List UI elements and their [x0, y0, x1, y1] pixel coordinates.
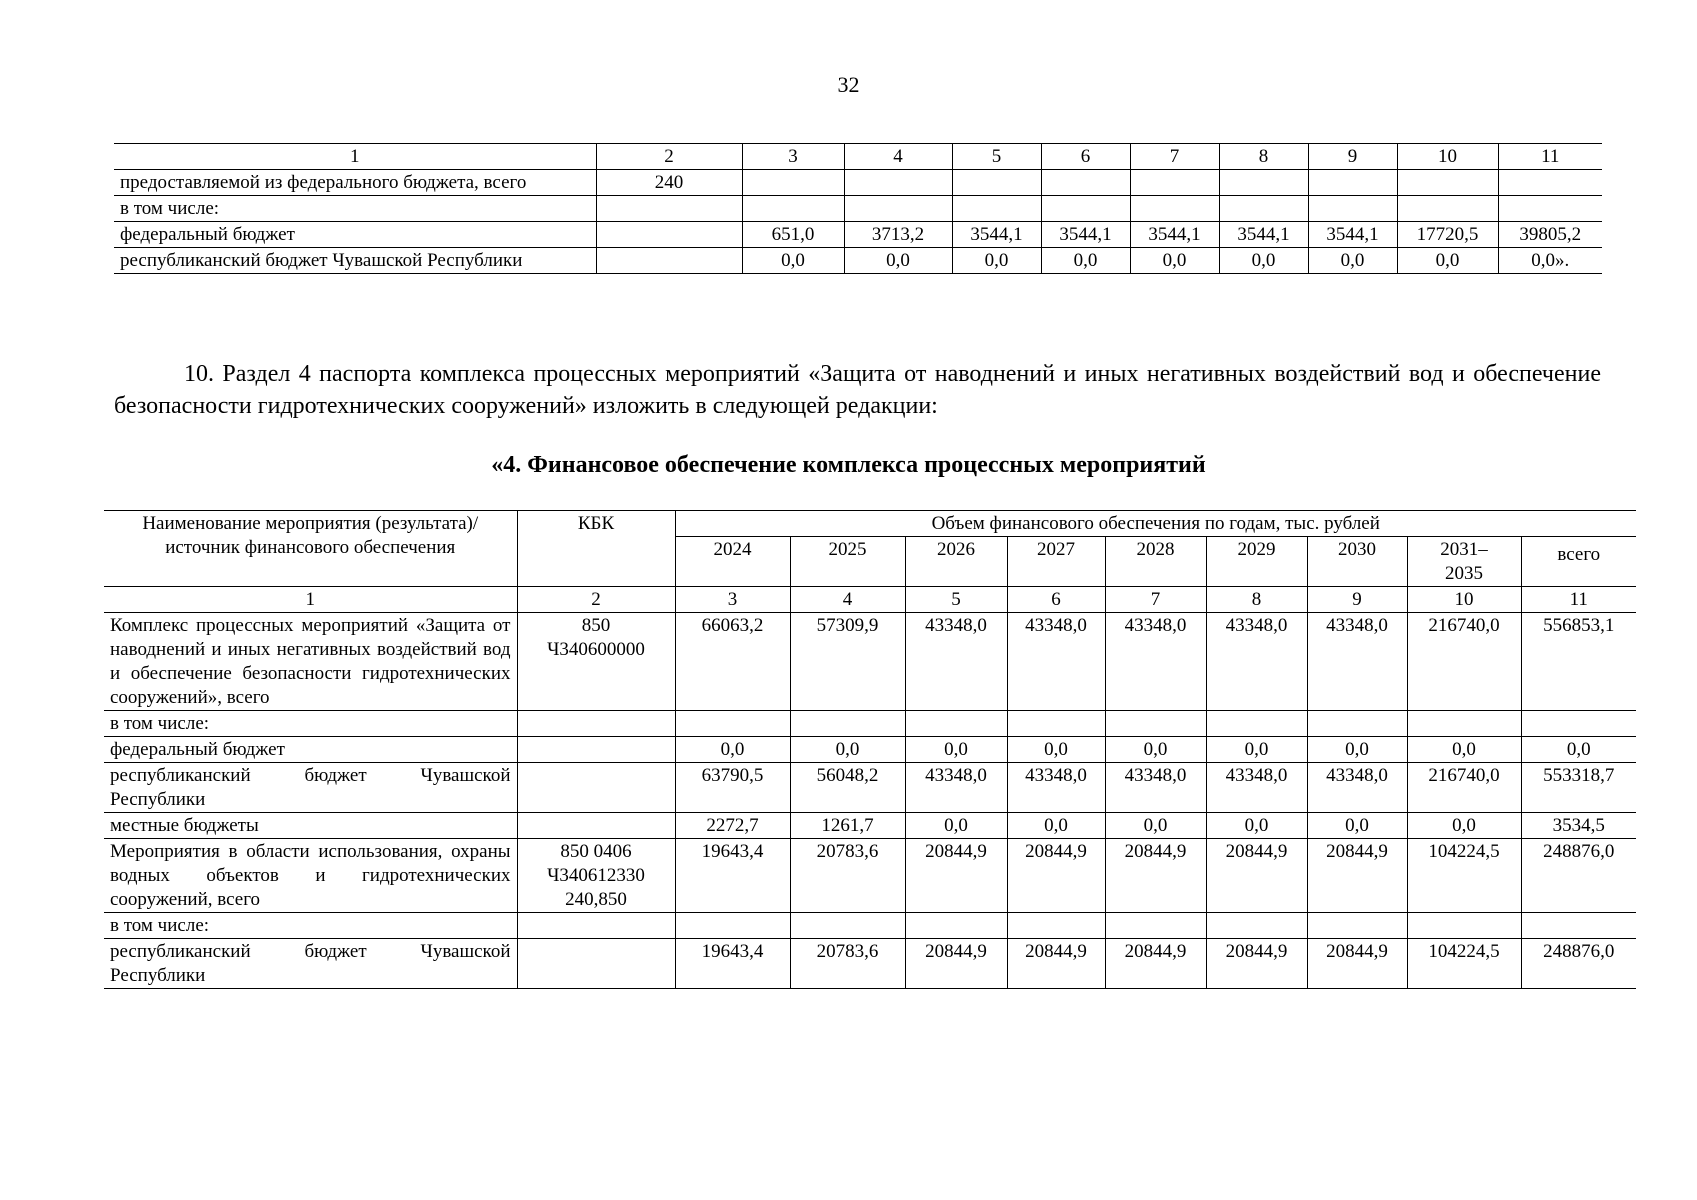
cell-value [742, 170, 844, 196]
cell-value [1498, 196, 1602, 222]
cell-value: 651,0 [742, 222, 844, 248]
row-name: республиканский бюджет Чувашской Республики [114, 248, 596, 274]
cell-value [1397, 170, 1498, 196]
cell-value: 0,0 [1407, 813, 1521, 839]
cell-value: 20844,9 [905, 839, 1007, 913]
cell-value [905, 913, 1007, 939]
section-heading: «4. Финансовое обеспечение комплекса процессных мероприятий [491, 452, 1206, 478]
header-year: 2026 [905, 537, 1007, 587]
col-number: 4 [844, 144, 952, 170]
cell-value: 43348,0 [1307, 763, 1407, 813]
cell-value: 0,0 [1407, 737, 1521, 763]
cell-value: 43348,0 [1105, 763, 1206, 813]
cell-value [1130, 170, 1219, 196]
table-row [104, 737, 1636, 763]
cell-value: 3544,1 [1130, 222, 1219, 248]
cell-value: 63790,5 [675, 763, 790, 813]
table-row [104, 913, 1636, 939]
header-volume: Объем финансового обеспечения по годам, тыс. рублей [675, 511, 1636, 537]
row-kbk: 850 0406 Ч340612330 240,850 [517, 839, 675, 913]
cell-value: 3544,1 [1041, 222, 1130, 248]
cell-value: 3544,1 [952, 222, 1041, 248]
col-number: 5 [952, 144, 1041, 170]
row-name: в том числе: [104, 913, 517, 939]
cell-value: 43348,0 [1007, 763, 1105, 813]
header-row [104, 511, 1636, 537]
cell-value: 0,0 [1397, 248, 1498, 274]
col-number: 5 [905, 587, 1007, 613]
cell-value: 216740,0 [1407, 763, 1521, 813]
row-name: в том числе: [104, 711, 517, 737]
row-kbk [517, 939, 675, 989]
cell-value: 43348,0 [905, 613, 1007, 711]
cell-value [1498, 170, 1602, 196]
cell-value [1041, 196, 1130, 222]
col-number: 10 [1407, 587, 1521, 613]
cell-value: 104224,5 [1407, 839, 1521, 913]
col-number: 3 [675, 587, 790, 613]
cell-value [1007, 913, 1105, 939]
cell-value: 0,0 [905, 813, 1007, 839]
col-number: 6 [1041, 144, 1130, 170]
col-number: 7 [1130, 144, 1219, 170]
cell-value [1007, 711, 1105, 737]
header-year: 2027 [1007, 537, 1105, 587]
header-year: 2028 [1105, 537, 1206, 587]
cell-value: 57309,9 [790, 613, 905, 711]
cell-value [1307, 913, 1407, 939]
cell-value: 0,0 [1206, 813, 1307, 839]
cell-value: 43348,0 [905, 763, 1007, 813]
page-number: 32 [837, 72, 860, 97]
col-number: 8 [1219, 144, 1308, 170]
row-name: местные бюджеты [104, 813, 517, 839]
row-kbk [596, 196, 742, 222]
col-number: 9 [1307, 587, 1407, 613]
cell-value [1041, 170, 1130, 196]
row-kbk [517, 763, 675, 813]
cell-value: 0,0 [1105, 813, 1206, 839]
cell-value: 556853,1 [1521, 613, 1636, 711]
cell-value: 3544,1 [1308, 222, 1397, 248]
cell-value: 248876,0 [1521, 939, 1636, 989]
cell-value: 104224,5 [1407, 939, 1521, 989]
col-number: 1 [104, 587, 517, 613]
cell-value [1308, 196, 1397, 222]
cell-value: 20844,9 [1105, 939, 1206, 989]
cell-value [675, 913, 790, 939]
cell-value: 0,0 [790, 737, 905, 763]
cell-value: 3544,1 [1219, 222, 1308, 248]
header-kbk: КБК [517, 511, 675, 587]
row-kbk: 850 Ч340600000 [517, 613, 675, 711]
header-name: Наименование мероприятия (результата)/источник финансового обеспечения [104, 511, 517, 587]
cell-value [1206, 913, 1307, 939]
header-year: 2024 [675, 537, 790, 587]
header-year: 2031–2035 [1407, 537, 1521, 587]
cell-value: 17720,5 [1397, 222, 1498, 248]
cell-value: 1261,7 [790, 813, 905, 839]
cell-value: 248876,0 [1521, 839, 1636, 913]
col-number: 1 [114, 144, 596, 170]
cell-value: 20844,9 [1206, 839, 1307, 913]
cell-value: 66063,2 [675, 613, 790, 711]
table-row [114, 222, 1602, 248]
row-name: Мероприятия в области использования, охраны водных объектов и гидротехнических сооружений, всего [104, 839, 517, 913]
row-name: в том числе: [114, 196, 596, 222]
cell-value: 56048,2 [790, 763, 905, 813]
col-number: 8 [1206, 587, 1307, 613]
col-number: 10 [1397, 144, 1498, 170]
cell-value: 43348,0 [1206, 763, 1307, 813]
row-kbk [596, 248, 742, 274]
cell-value: 43348,0 [1307, 613, 1407, 711]
cell-value: 0,0 [1206, 737, 1307, 763]
col-number: 11 [1498, 144, 1602, 170]
col-number: 2 [517, 587, 675, 613]
cell-value: 0,0 [1307, 813, 1407, 839]
cell-value: 0,0 [952, 248, 1041, 274]
cell-value: 19643,4 [675, 839, 790, 913]
cell-value [790, 913, 905, 939]
row-name: федеральный бюджет [114, 222, 596, 248]
cell-value: 0,0 [844, 248, 952, 274]
col-number: 4 [790, 587, 905, 613]
financing-table [104, 510, 1636, 989]
cell-value: 20844,9 [1307, 939, 1407, 989]
header-year: 2029 [1206, 537, 1307, 587]
cell-value: 43348,0 [1206, 613, 1307, 711]
cell-value: 43348,0 [1007, 613, 1105, 711]
header-year: 2025 [790, 537, 905, 587]
cell-value: 0,0 [1007, 813, 1105, 839]
table-row [104, 813, 1636, 839]
row-kbk [517, 737, 675, 763]
cell-value [1521, 913, 1636, 939]
cell-value: 20844,9 [1307, 839, 1407, 913]
table-row [104, 839, 1636, 913]
table-row [104, 613, 1636, 711]
cell-value [1307, 711, 1407, 737]
cell-value: 3534,5 [1521, 813, 1636, 839]
cell-value: 0,0 [1521, 737, 1636, 763]
cell-value: 0,0 [1105, 737, 1206, 763]
cell-value [1521, 711, 1636, 737]
table-row [114, 196, 1602, 222]
cell-value: 43348,0 [1105, 613, 1206, 711]
column-number-row [104, 587, 1636, 613]
cell-value: 20844,9 [1007, 939, 1105, 989]
table-row [104, 939, 1636, 989]
cell-value: 0,0». [1498, 248, 1602, 274]
cell-value: 2272,7 [675, 813, 790, 839]
col-number: 7 [1105, 587, 1206, 613]
row-kbk: 240 [596, 170, 742, 196]
cell-value [952, 170, 1041, 196]
amendment-paragraph: 10. Раздел 4 паспорта комплекса процессных мероприятий «Защита от наводнений и иных негативных воздействий вод и обеспечение безопасности гидротехнических сооружений» изложить в следующей редакции: [114, 361, 1601, 419]
cell-value: 20844,9 [1105, 839, 1206, 913]
header-year: всего [1521, 537, 1636, 587]
table-row [114, 248, 1602, 274]
cell-value [844, 196, 952, 222]
cell-value [742, 196, 844, 222]
cell-value [1397, 196, 1498, 222]
cell-value [790, 711, 905, 737]
cell-value [905, 711, 1007, 737]
cell-value [1407, 711, 1521, 737]
row-name: федеральный бюджет [104, 737, 517, 763]
cell-value [1219, 196, 1308, 222]
cell-value: 0,0 [1307, 737, 1407, 763]
cell-value: 0,0 [905, 737, 1007, 763]
cell-value: 0,0 [1041, 248, 1130, 274]
continuation-table [114, 143, 1602, 274]
col-number: 2 [596, 144, 742, 170]
cell-value: 20844,9 [1007, 839, 1105, 913]
row-kbk [517, 813, 675, 839]
cell-value: 0,0 [1130, 248, 1219, 274]
cell-value [1308, 170, 1397, 196]
cell-value: 20783,6 [790, 839, 905, 913]
column-number-row [114, 144, 1602, 170]
table-row [104, 763, 1636, 813]
header-year: 2030 [1307, 537, 1407, 587]
cell-value: 39805,2 [1498, 222, 1602, 248]
cell-value: 3713,2 [844, 222, 952, 248]
table-row [114, 170, 1602, 196]
table-row [104, 711, 1636, 737]
col-number: 6 [1007, 587, 1105, 613]
cell-value [1219, 170, 1308, 196]
row-kbk [596, 222, 742, 248]
cell-value: 0,0 [1219, 248, 1308, 274]
row-kbk [517, 711, 675, 737]
cell-value [952, 196, 1041, 222]
cell-value: 0,0 [1007, 737, 1105, 763]
cell-value: 19643,4 [675, 939, 790, 989]
cell-value: 0,0 [1308, 248, 1397, 274]
cell-value: 20844,9 [1206, 939, 1307, 989]
row-name: Комплекс процессных мероприятий «Защита от наводнений и иных негативных воздействий вод и обеспечение безопасности гидротехнических сооружений», всего [104, 613, 517, 711]
cell-value: 20844,9 [905, 939, 1007, 989]
row-name: республиканский бюджет Чувашской Республики [104, 939, 517, 989]
col-number: 11 [1521, 587, 1636, 613]
cell-value [1206, 711, 1307, 737]
cell-value [1105, 711, 1206, 737]
cell-value: 0,0 [675, 737, 790, 763]
cell-value [675, 711, 790, 737]
cell-value: 20783,6 [790, 939, 905, 989]
row-name: республиканский бюджет Чувашской Республики [104, 763, 517, 813]
row-name: предоставляемой из федерального бюджета, всего [114, 170, 596, 196]
cell-value [1130, 196, 1219, 222]
cell-value [844, 170, 952, 196]
col-number: 9 [1308, 144, 1397, 170]
cell-value: 0,0 [742, 248, 844, 274]
cell-value: 216740,0 [1407, 613, 1521, 711]
cell-value: 553318,7 [1521, 763, 1636, 813]
col-number: 3 [742, 144, 844, 170]
cell-value [1105, 913, 1206, 939]
cell-value [1407, 913, 1521, 939]
row-kbk [517, 913, 675, 939]
